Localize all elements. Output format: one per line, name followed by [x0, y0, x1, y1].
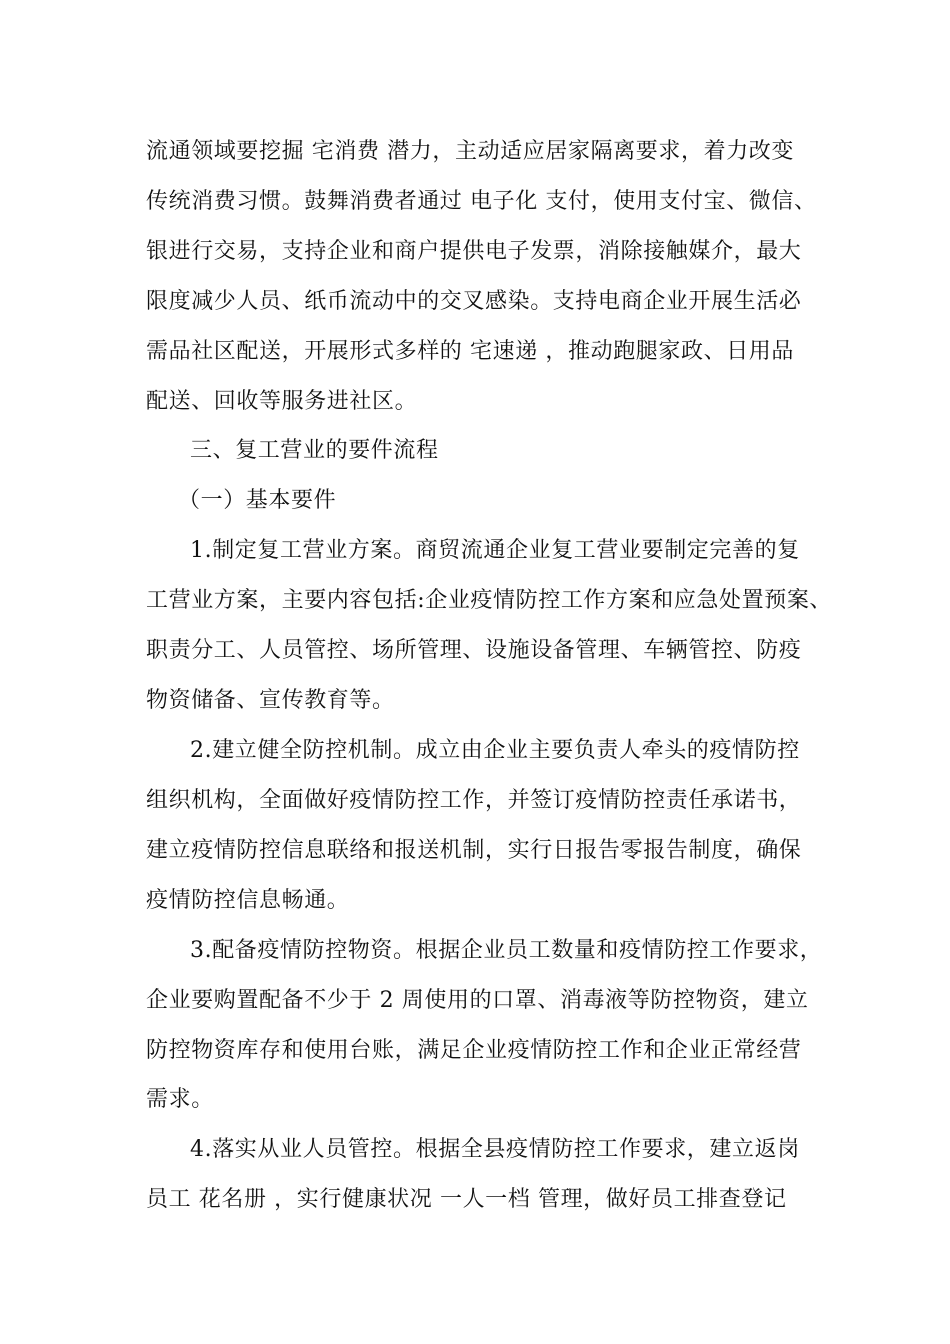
subsection-heading: （一）基本要件 [178, 488, 337, 513]
text-line: 物资储备、宣传教育等。 [146, 688, 395, 713]
text-line: 职责分工、人员管控、场所管理、设施设备管理、车辆管控、防疫 [146, 638, 802, 663]
text-line: 限度减少人员、纸币流动中的交叉感染。支持电商企业开展生活必 [146, 289, 802, 314]
text-line: 员工 花名册 ，实行健康状况 一人一档 管理，做好员工排查登记 [146, 1187, 787, 1212]
text-line: 配送、回收等服务进社区。 [146, 389, 418, 414]
text-line: 防控物资库存和使用台账，满足企业疫情防控工作和企业正常经营 [146, 1038, 802, 1063]
text-line: 企业要购置配备不少于 2 周使用的口罩、消毒液等防控物资，建立 [146, 988, 809, 1013]
paragraph-start: 2.建立健全防控机制。成立由企业主要负责人牵头的疫情防控 [190, 738, 800, 763]
section-heading: 三、复工营业的要件流程 [190, 438, 439, 463]
text-line: 工营业方案，主要内容包括:企业疫情防控工作方案和应急处置预案、 [146, 588, 833, 613]
text-line: 建立疫情防控信息联络和报送机制，实行日报告零报告制度，确保 [146, 838, 802, 863]
paragraph-start: 1.制定复工营业方案。商贸流通企业复工营业要制定完善的复 [190, 538, 800, 563]
paragraph-start: 3.配备疫情防控物资。根据企业员工数量和疫情防控工作要求， [190, 938, 823, 963]
text-line: 需求。 [146, 1087, 214, 1112]
text-line: 传统消费习惯。鼓舞消费者通过 电子化 支付，使用支付宝、微信、 [146, 189, 817, 214]
text-line: 疫情防控信息畅通。 [146, 888, 350, 913]
text-line: 流通领域要挖掘 宅消费 潜力，主动适应居家隔离要求，着力改变 [146, 139, 794, 164]
text-line: 需品社区配送，开展形式多样的 宅速递 ，推动跑腿家政、日用品 [146, 339, 794, 364]
text-line: 银进行交易，支持企业和商户提供电子发票，消除接触媒介，最大 [146, 239, 802, 264]
text-line: 组织机构，全面做好疫情防控工作，并签订疫情防控责任承诺书， [146, 788, 802, 813]
paragraph-start: 4.落实从业人员管控。根据全县疫情防控工作要求，建立返岗 [190, 1137, 800, 1162]
